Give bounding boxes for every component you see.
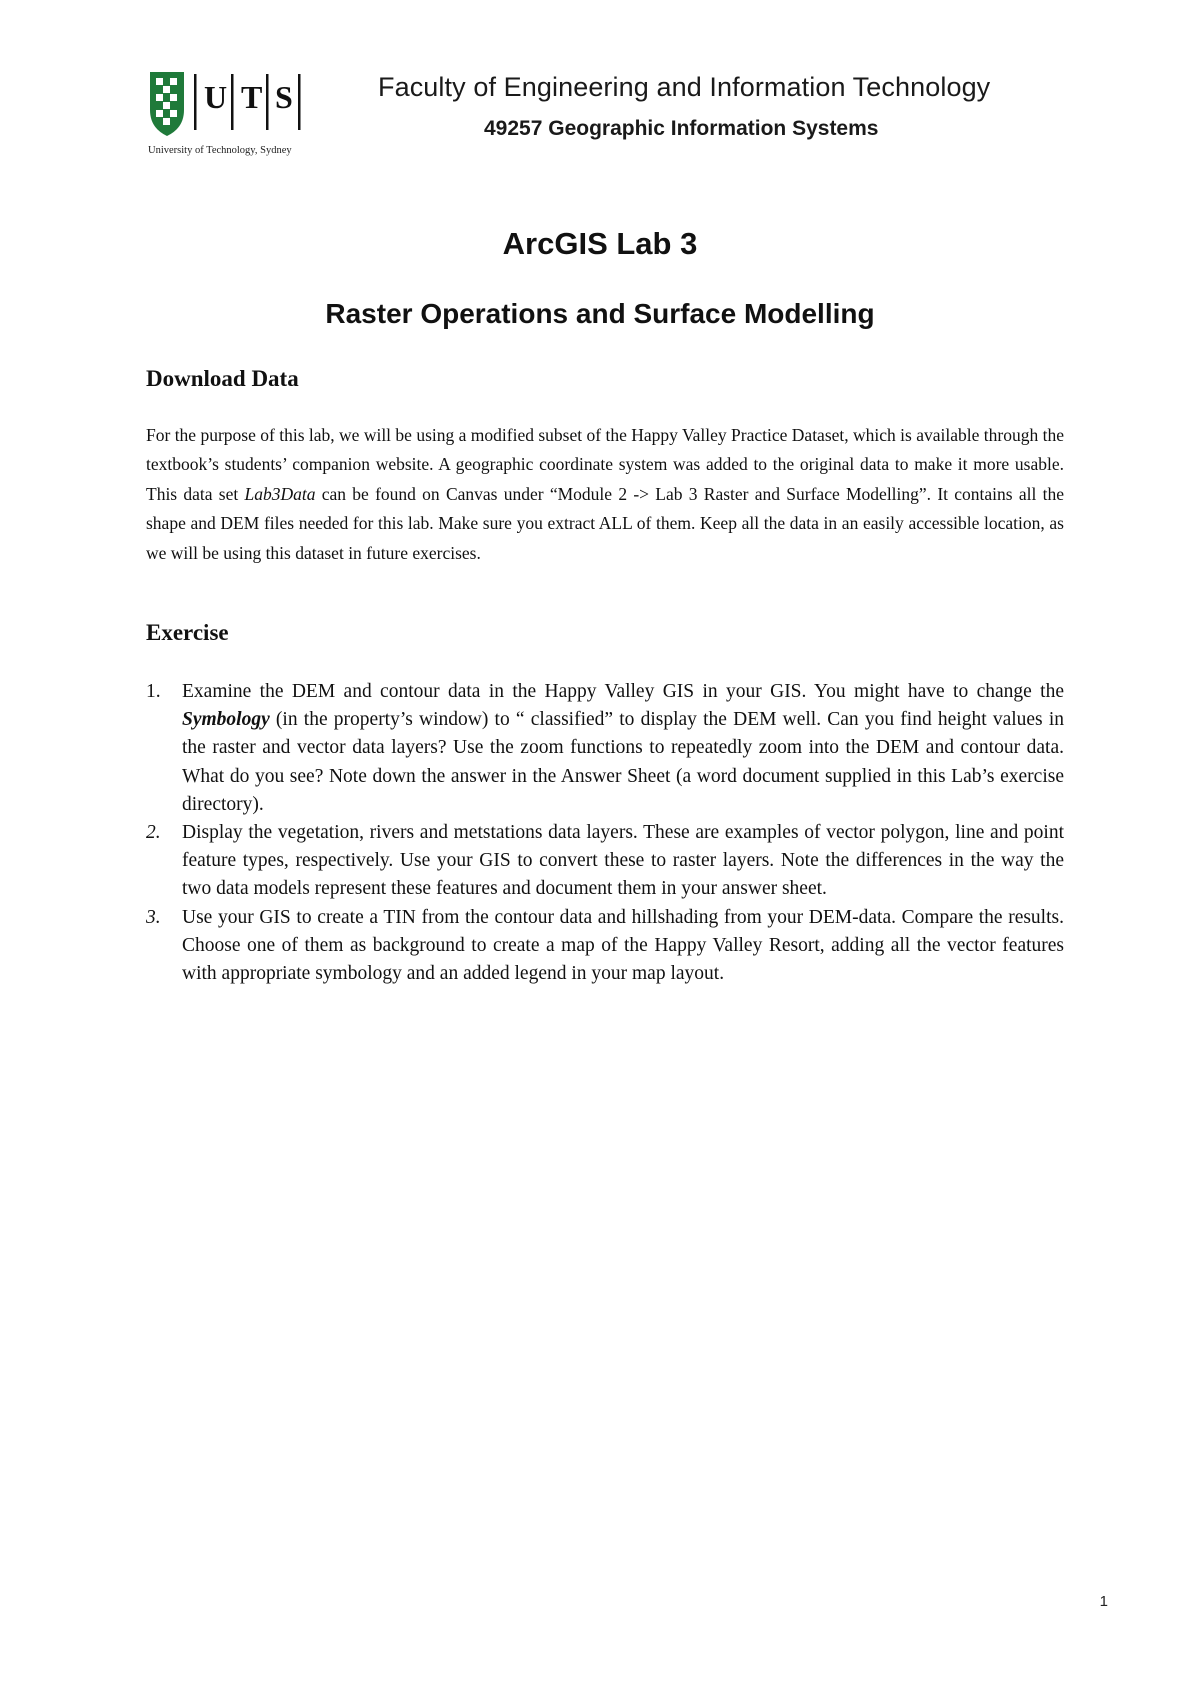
course-name: 49257 Geographic Information Systems bbox=[484, 117, 879, 140]
dataset-name: Lab3Data bbox=[244, 483, 316, 504]
page-number: 1 bbox=[1099, 1593, 1108, 1610]
exercise-item bbox=[146, 678, 1064, 819]
uts-logo-mark bbox=[148, 70, 318, 140]
exercise-item-text: Display the vegetation, rivers and metstations data layers. These are examples of vector polygon, line and point feature types, respectively. Use your GIS to convert these to raster layers. Note the differences in the way the two data models represent these features and document them in your answer sheet. bbox=[182, 822, 1064, 900]
symbology-term: Symbology bbox=[182, 709, 270, 731]
exercise-item bbox=[146, 904, 1064, 989]
exercise-item bbox=[146, 819, 1064, 904]
intro-text-part2: can be found on Canvas under “Module 2 -> Lab 3 Raster and Surface Modelling”. It contains all the shape and DEM files needed for this lab. Make sure you extract ALL of them. Keep all the data in an easily accessible location, as we will be using this dataset in future exercises. bbox=[146, 483, 1064, 563]
exercise-list bbox=[146, 678, 1064, 988]
page-subtitle: Raster Operations and Surface Modelling bbox=[325, 298, 875, 329]
exercise-item-number: 3. bbox=[146, 906, 161, 928]
intro-text-part1: For the purpose of this lab, we will be using a modified subset of the Happy Valley Practice Dataset, which is available through the textbook’s students’ companion website. A geographic coordinate system was added to the original data to make it more usable. This data set bbox=[146, 425, 1064, 504]
faculty-name: Faculty of Engineering and Information Technology bbox=[378, 72, 991, 102]
logo-letter-s: S bbox=[275, 79, 293, 115]
download-data-heading: Download Data bbox=[146, 366, 299, 391]
logo-letter-t: T bbox=[241, 79, 263, 115]
exercise-item-text-cont: (in the property’s window) to “ classified” to display the DEM well. Can you find height values in the raster and vector data layers? Use the zoom functions to repeatedly zoom into the DEM and contour data. What do you see? Note down the answer in the Answer Sheet (a word document supplied in this Lab’s exercise directory). bbox=[182, 709, 1064, 815]
page-title: ArcGIS Lab 3 bbox=[502, 226, 698, 261]
exercise-heading: Exercise bbox=[146, 620, 229, 645]
download-data-paragraph bbox=[146, 421, 1064, 568]
uts-crest-icon bbox=[150, 72, 184, 136]
exercise-item-text: Use your GIS to create a TIN from the contour data and hillshading from your DEM-data. Compare the results. Choose one of them as background to create a map of the Happy Valley Resort, adding all the vector features with appropriate symbology and an added legend in your map layout. bbox=[182, 906, 1064, 985]
exercise-item-text: Examine the DEM and contour data in the Happy Valley GIS in your GIS. You might have to change the bbox=[182, 681, 1064, 702]
logo-letter-u: U bbox=[204, 79, 228, 115]
exercise-item-number: 1. bbox=[146, 681, 161, 702]
exercise-item-number: 2. bbox=[146, 822, 161, 844]
logo-caption: University of Technology, Sydney bbox=[148, 145, 292, 156]
